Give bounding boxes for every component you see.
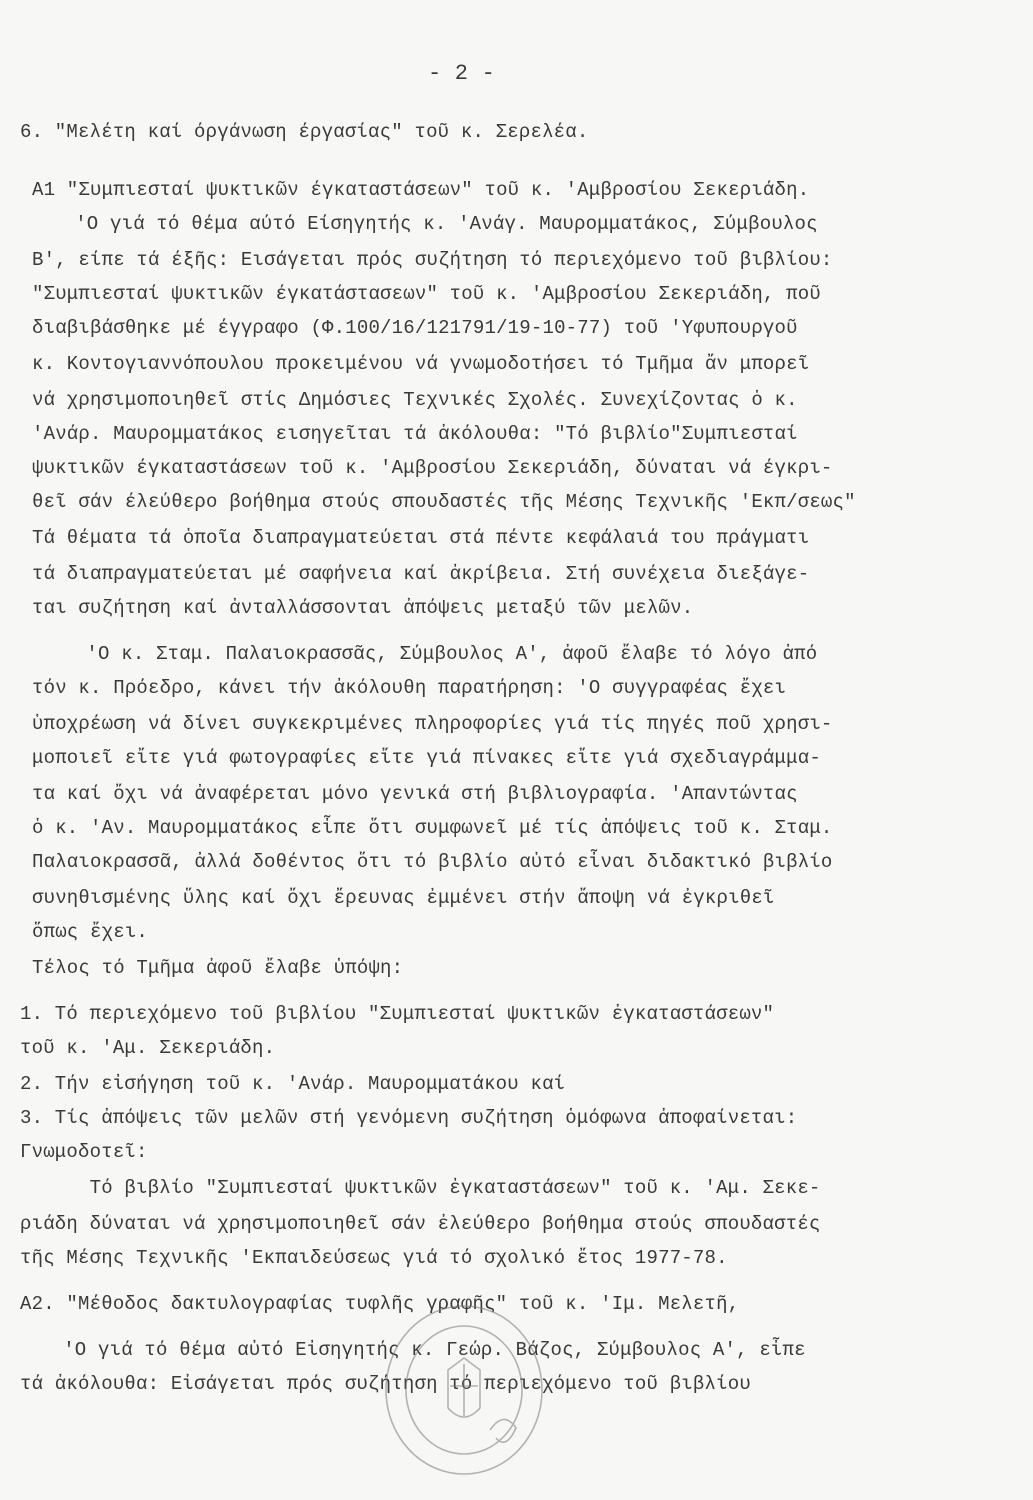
text-line: Β', είπε τά έξῆς: Εισάγεται πρός συζήτηση τό περιεχόμενο τοῦ βιβλίου: bbox=[32, 249, 833, 271]
text-line: ται συζήτηση καί ἀνταλλάσσονται ἀπόψεις μεταξύ τῶν μελῶν. bbox=[32, 597, 694, 619]
text-line: 6. "Μελέτη καί όργάνωση έργασίας" τοῦ κ. Σερελέα. bbox=[20, 121, 589, 143]
text-line: τά ἀκόλουθα: Εἰσάγεται πρός συζήτηση τό περιεχόμενο τοῦ βιβλίου bbox=[20, 1373, 751, 1395]
text-line: "Συμπιεσταί ψυκτικῶν έγκατάστασεων" τοῦ κ. 'Αμβροσίου Σεκεριάδη, ποῦ bbox=[32, 283, 821, 305]
text-line: 'Ανάρ. Μαυρομματάκος εισηγεῖται τά ἀκόλουθα: "Τό βιβλίο"Συμπιεσταί bbox=[32, 423, 798, 445]
text-line: 2. Τήν εἰσήγηση τοῦ κ. 'Ανάρ. Μαυρομματάκου καί bbox=[20, 1073, 566, 1095]
text-line: 3. Τίς ἀπόψεις τῶν μελῶν στή γενόμενη συζήτηση ὁμόφωνα ἀποφαίνεται: bbox=[20, 1107, 798, 1129]
text-line: Γνωμοδοτεῖ: bbox=[20, 1141, 148, 1163]
text-line: τόν κ. Πρόεδρο, κάνει τήν ἀκόλουθη παρατήρηση: 'Ο συγγραφέας ἔχει bbox=[32, 677, 787, 699]
text-line: ὅπως ἔχει. bbox=[32, 921, 149, 943]
official-seal-stamp bbox=[378, 1300, 558, 1500]
text-line: τοῦ κ. 'Αμ. Σεκεριάδη. bbox=[20, 1037, 276, 1059]
text-line: Τό βιβλίο "Συμπιεσταί ψυκτικῶν ἐγκαταστάσεων" τοῦ κ. 'Αμ. Σεκε- bbox=[20, 1177, 821, 1199]
text-line: Παλαιοκρασσᾶ, ἀλλά δοθέντος ὅτι τό βιβλίο αὐτό εἶναι διδακτικό βιβλίο bbox=[32, 851, 833, 873]
text-line: ριάδη δύναται νά χρησιμοποιηθεῖ σάν ἐλεύθερο βοήθημα στούς σπουδαστές bbox=[20, 1213, 821, 1235]
text-line: Τά θέματα τά ὁποῖα διαπραγματεύεται στά πέντε κεφάλαιά του πράγματι bbox=[32, 527, 810, 549]
text-line: θεῖ σάν έλεύθερο βοήθημα στούς σπουδαστές τῆς Μέσης Τεχνικῆς 'Εκπ/σεως" bbox=[32, 491, 856, 513]
text-line: νά χρησιμοποιηθεῖ στίς Δημόσιες Τεχνικές Σχολές. Συνεχίζοντας ὁ κ. bbox=[32, 389, 798, 411]
text-line: μοποιεῖ εἴτε γιά φωτογραφίες εἴτε γιά πίνακες εἴτε γιά σχεδιαγράμμα- bbox=[32, 747, 821, 769]
text-line: ὁ κ. 'Αν. Μαυρομματάκος εἶπε ὅτι συμφωνεῖ μέ τίς ἀπόψεις τοῦ κ. Σταμ. bbox=[32, 817, 833, 839]
text-line: Α2. "Μέθοδος δακτυλογραφίας τυφλῆς γραφῆς" τοῦ κ. 'Ιμ. Μελετῆ, bbox=[20, 1293, 740, 1315]
text-line: 'Ο γιά τό θέμα αύτό Είσηγητής κ. 'Ανάγ. Μαυρομματάκος, Σύμβουλος bbox=[52, 213, 818, 235]
text-line: διαβιβάσθηκε μέ έγγραφο (Φ.100/16/121791/19-10-77) τοῦ 'Υφυπουργοῦ bbox=[32, 317, 798, 339]
text-line: τά διαπραγματεύεται μέ σαφήνεια καί ἀκρίβεια. Στή συνέχεια διεξάγε- bbox=[32, 563, 810, 585]
text-line: τα καί ὄχι νά ἀναφέρεται μόνο γενικά στή βιβλιογραφία. 'Απαντώντας bbox=[32, 783, 798, 805]
text-line: ψυκτικῶν έγκαταστάσεων τοῦ κ. 'Αμβροσίου Σεκεριάδη, δύναται νά έγκρι- bbox=[32, 457, 833, 479]
text-line: 1. Τό περιεχόμενο τοῦ βιβλίου "Συμπιεσταί ψυκτικῶν ἐγκαταστάσεων" bbox=[20, 1003, 775, 1025]
text-line: ὑποχρέωση νά δίνει συγκεκριμένες πληροφορίες γιά τίς πηγές ποῦ χρησι- bbox=[32, 713, 833, 735]
text-line: συνηθισμένης ὕλης καί ὄχι ἔρευνας ἐμμένει στήν ἄποψη νά ἐγκριθεῖ bbox=[32, 887, 775, 909]
text-line: 'Ο γιά τό θέμα αὐτό Εἰσηγητής κ. Γεώρ. Βάζος, Σύμβουλος Α', εἶπε bbox=[40, 1339, 806, 1361]
page-number: - 2 - bbox=[428, 61, 496, 86]
text-line: Τέλος τό Τμῆμα ἀφοῦ ἔλαβε ὑπόψη: bbox=[32, 957, 404, 979]
text-line: Α1 "Συμπιεσταί ψυκτικῶν έγκαταστάσεων" τοῦ κ. 'Αμβροσίου Σεκεριάδη. bbox=[32, 179, 810, 201]
text-line: τῆς Μέσης Τεχνικῆς 'Εκπαιδεύσεως γιά τό σχολικό ἔτος 1977-78. bbox=[20, 1247, 728, 1269]
text-line: κ. Κοντογιαννόπουλου προκειμένου νά γνωμοδοτήσει τό Τμῆμα ἄν μπορεῖ bbox=[32, 353, 810, 375]
text-line: 'Ο κ. Σταμ. Παλαιοκρασσᾶς, Σύμβουλος Α', ἀφοῦ ἔλαβε τό λόγο ἀπό bbox=[40, 643, 818, 665]
